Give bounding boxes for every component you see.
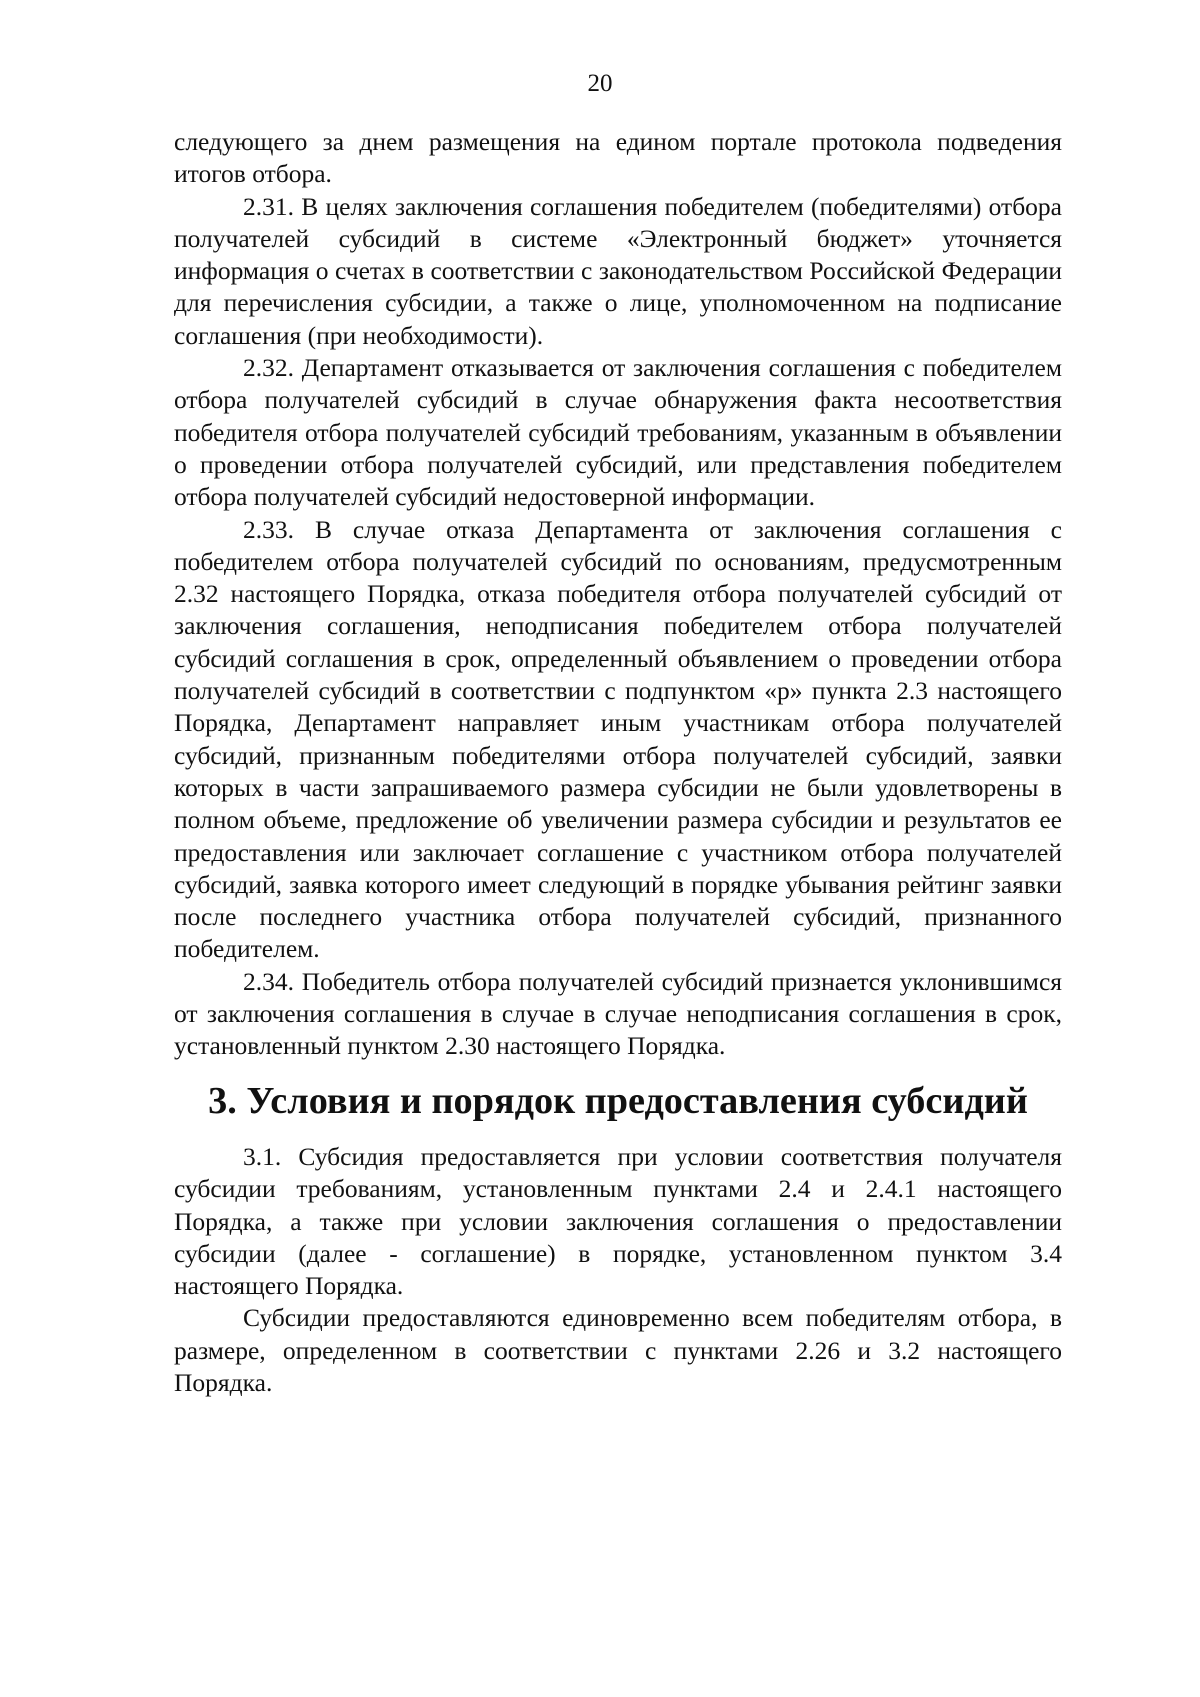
document-body: [174, 126, 1062, 1399]
section-title: 3. Условия и порядок предоставления субсидий: [208, 1079, 1028, 1122]
paragraph-2-33: 2.33. В случае отказа Департамента от заключения соглашения с победителем отбора получателей субсидий по основаниям, предусмотренным 2.32 настоящего Порядка, отказа победителя отбора получателей субсидий от заключения соглашения, неподписания победителем отбора получателей субсидий соглашения в срок, определенный объявлением о проведении отбора получателей субсидий в соответствии с подпунктом «р» пункта 2.3 настоящего Порядка, Департамент направляет иным участникам отбора получателей субсидий, признанным победителями отбора получателей субсидий, заявки которых в части запрашиваемого размера субсидии не были удовлетворены в полном объеме, предложение об увеличении размера субсидии и результатов ее предоставления или заключает соглашение с участником отбора получателей субсидий, заявка которого имеет следующий в порядке убывания рейтинг заявки после последнего участника отбора получателей субсидий, признанного победителем.: [174, 514, 1062, 964]
paragraph-3-1: 3.1. Субсидия предоставляется при условии соответствия получателя субсидии требованиям, установленным пунктами 2.4 и 2.4.1 настоящего Порядка, а также при условии заключения соглашения о предоставлении субсидии (далее - соглашение) в порядке, установленном пунктом 3.4 настоящего Порядка.: [174, 1141, 1062, 1301]
paragraph-continuation: следующего за днем размещения на едином портале протокола подведения итогов отбора.: [174, 127, 1062, 189]
paragraph-subsidies: Субсидии предоставляются единовременно всем победителям отбора, в размере, определенном в соответствии с пунктами 2.26 и 3.2 настоящего Порядка.: [174, 1303, 1062, 1397]
paragraph-2-31: 2.31. В целях заключения соглашения победителем (победителями) отбора получателей субсидий в системе «Электронный бюджет» уточняется информация о счетах в соответствии с законодательством Российской Федерации для перечисления субсидии, а также о лице, уполномоченном на подписание соглашения (при необходимости).: [174, 191, 1062, 350]
paragraph-2-32: 2.32. Департамент отказывается от заключения соглашения с победителем отбора получателей субсидий в случае обнаружения факта несоответствия победителя отбора получателей субсидий требованиям, указанным в объявлении о проведении отбора получателей субсидий, или представления победителем отбора получателей субсидий недостоверной информации.: [174, 353, 1062, 512]
paragraph-2-34: 2.34. Победитель отбора получателей субсидий признается уклонившимся от заключения соглашения в случае в случае неподписания соглашения в срок, установленный пунктом 2.30 настоящего Порядка.: [174, 966, 1062, 1061]
page-number: 20: [587, 70, 613, 97]
